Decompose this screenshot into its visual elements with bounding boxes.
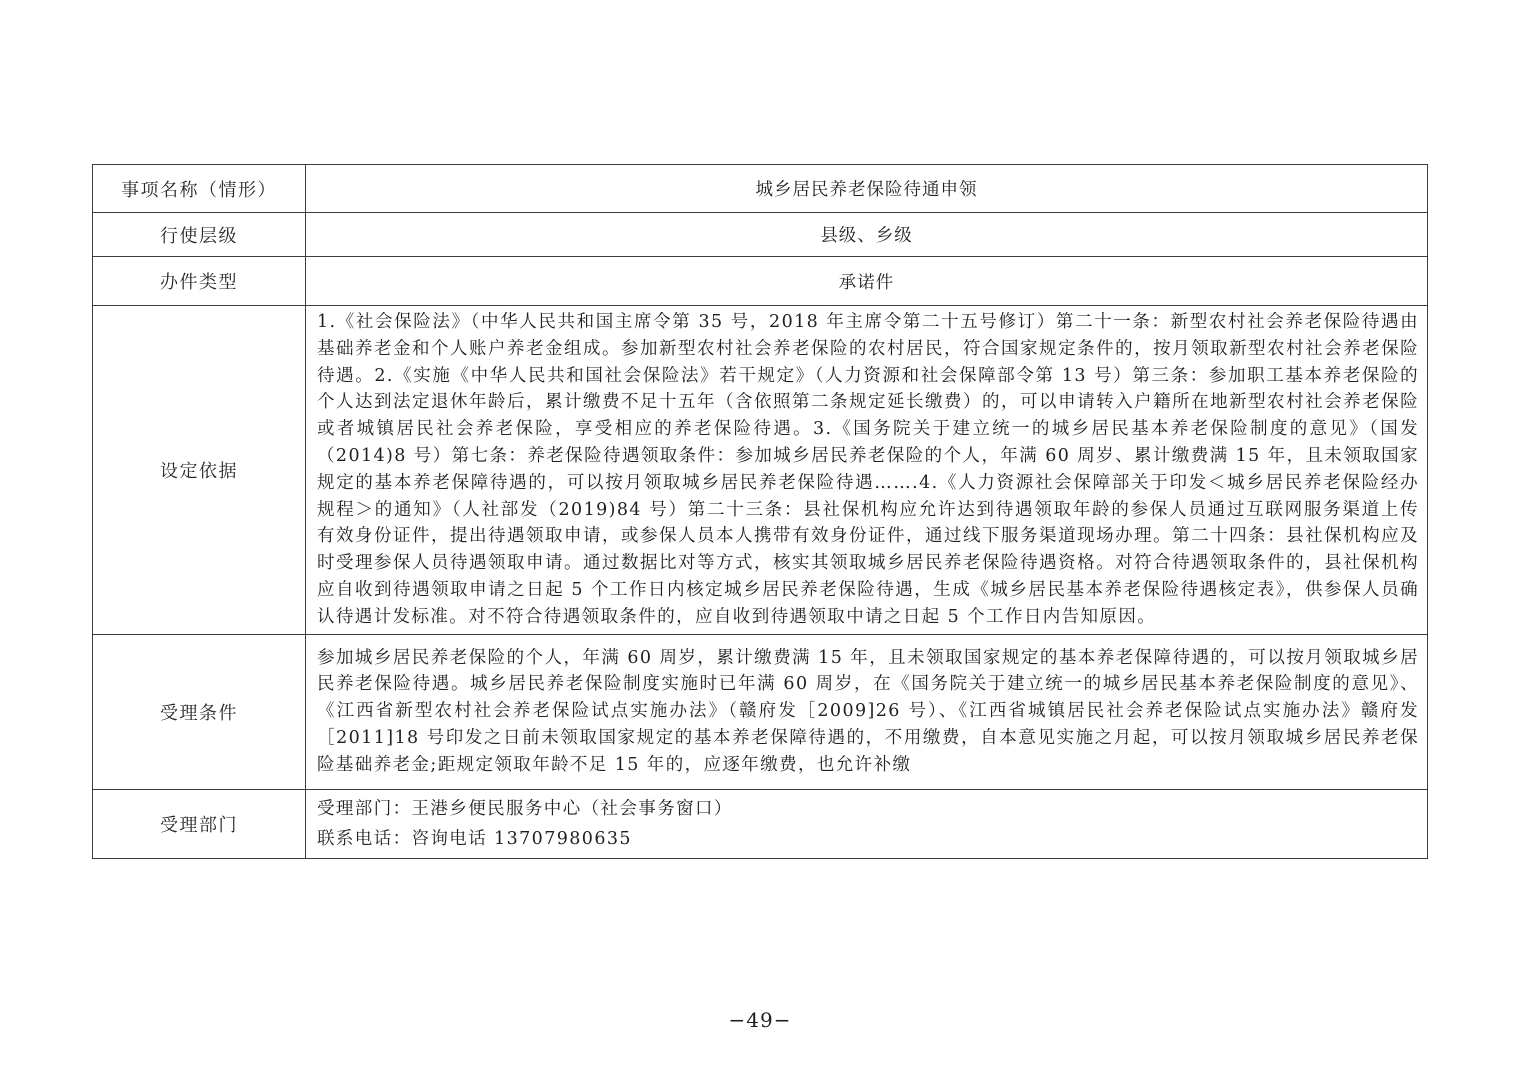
service-item-table	[92, 164, 1428, 859]
department-line: 受理部门：王港乡便民服务中心（社会事务窗口）	[317, 798, 733, 819]
row-label-legal-basis: 设定依据	[93, 306, 306, 635]
row-label-acceptance-conditions: 受理条件	[93, 634, 306, 789]
table-row-acceptance-conditions	[93, 634, 1428, 789]
row-value-legal-basis: 1.《社会保险法》（中华人民共和国主席令第 35 号，2018 年主席令第二十五号修订）第二十一条：新型农村社会养老保险待遇由基础养老金和个人账户养老金组成。参加新型农村社会养老保险的农村居民，符合国家规定条件的，按月领取新型农村社会养老保险待遇。2.《实施《中华人民共和国社会保险法》若干规定》（人力资源和社会保障部令第 13 号）第三条：参加职工基本养老保险的个人达到法定退休年龄后，累计缴费不足十五年（含依照第二条规定延长缴费）的，可以申请转入户籍所在地新型农村社会养老保险或者城镇居民社会养老保险，享受相应的养老保险待遇。3.《国务院关于建立统一的城乡居民基本养老保险制度的意见》（国发（2014)8 号）第七条：养老保险待遇领取条件：参加城乡居民养老保险的个人，年满 60 周岁、累计缴费满 15 年，且未领取国家规定的基本养老保障待遇的，可以按月领取城乡居民养老保险待遇…….4.《人力资源社会保障部关于印发＜城乡居民养老保险经办规程＞的通知》（人社部发（2019)84 号）第二十三条：县社保机构应允许达到待遇领取年龄的参保人员通过互联网服务渠道上传有效身份证件，提出待遇领取申请，或参保人员本人携带有效身份证件，通过线下服务渠道现场办理。第二十四条：县社保机构应及时受理参保人员待遇领取申请。通过数据比对等方式，核实其领取城乡居民养老保险待遇资格。对符合待遇领取条件的，县社保机构应自收到待遇领取申请之日起 5 个工作日内核定城乡居民养老保险待遇，生成《城乡居民基本养老保险待遇核定表》，供参保人员确认待遇计发标准。对不符合待遇领取条件的，应自收到待遇领取中请之日起 5 个工作日内告知原因。	[306, 306, 1428, 635]
table-row-exercise-level	[93, 213, 1428, 257]
contact-phone-line: 联系电话：咨询电话 13707980635	[317, 828, 632, 849]
table-row-handling-type	[93, 257, 1428, 306]
table-row-item-name	[93, 165, 1428, 213]
row-label-item-name: 事项名称（情形）	[93, 165, 306, 213]
row-value-exercise-level: 县级、乡级	[306, 213, 1428, 257]
table-row-legal-basis	[93, 306, 1428, 635]
row-value-handling-type: 承诺件	[306, 257, 1428, 306]
row-label-handling-type: 办件类型	[93, 257, 306, 306]
row-value-acceptance-conditions: 参加城乡居民养老保险的个人，年满 60 周岁，累计缴费满 15 年，且未领取国家规定的基本养老保障待遇的，可以按月领取城乡居民养老保险待遇。城乡居民养老保险制度实施时已年满 60 周岁，在《国务院关于建立统一的城乡居民基本养老保险制度的意见》、《江西省新型农村社会养老保险试点实施办法》（赣府发［2009]26 号）、《江西省城镇居民社会养老保险试点实施办法》赣府发［2011]18 号印发之日前未领取国家规定的基本养老保障待遇的，不用缴费，自本意见实施之月起，可以按月领取城乡居民养老保险基础养老金;距规定领取年龄不足 15 年的，应逐年缴费，也允许补缴	[306, 634, 1428, 789]
table-row-acceptance-department	[93, 789, 1428, 858]
row-value-item-name: 城乡居民养老保险待通申领	[306, 165, 1428, 213]
page-number: −49−	[728, 1008, 792, 1032]
row-label-exercise-level: 行使层级	[93, 213, 306, 257]
row-value-acceptance-department	[306, 789, 1428, 858]
row-label-acceptance-department: 受理部门	[93, 789, 306, 858]
